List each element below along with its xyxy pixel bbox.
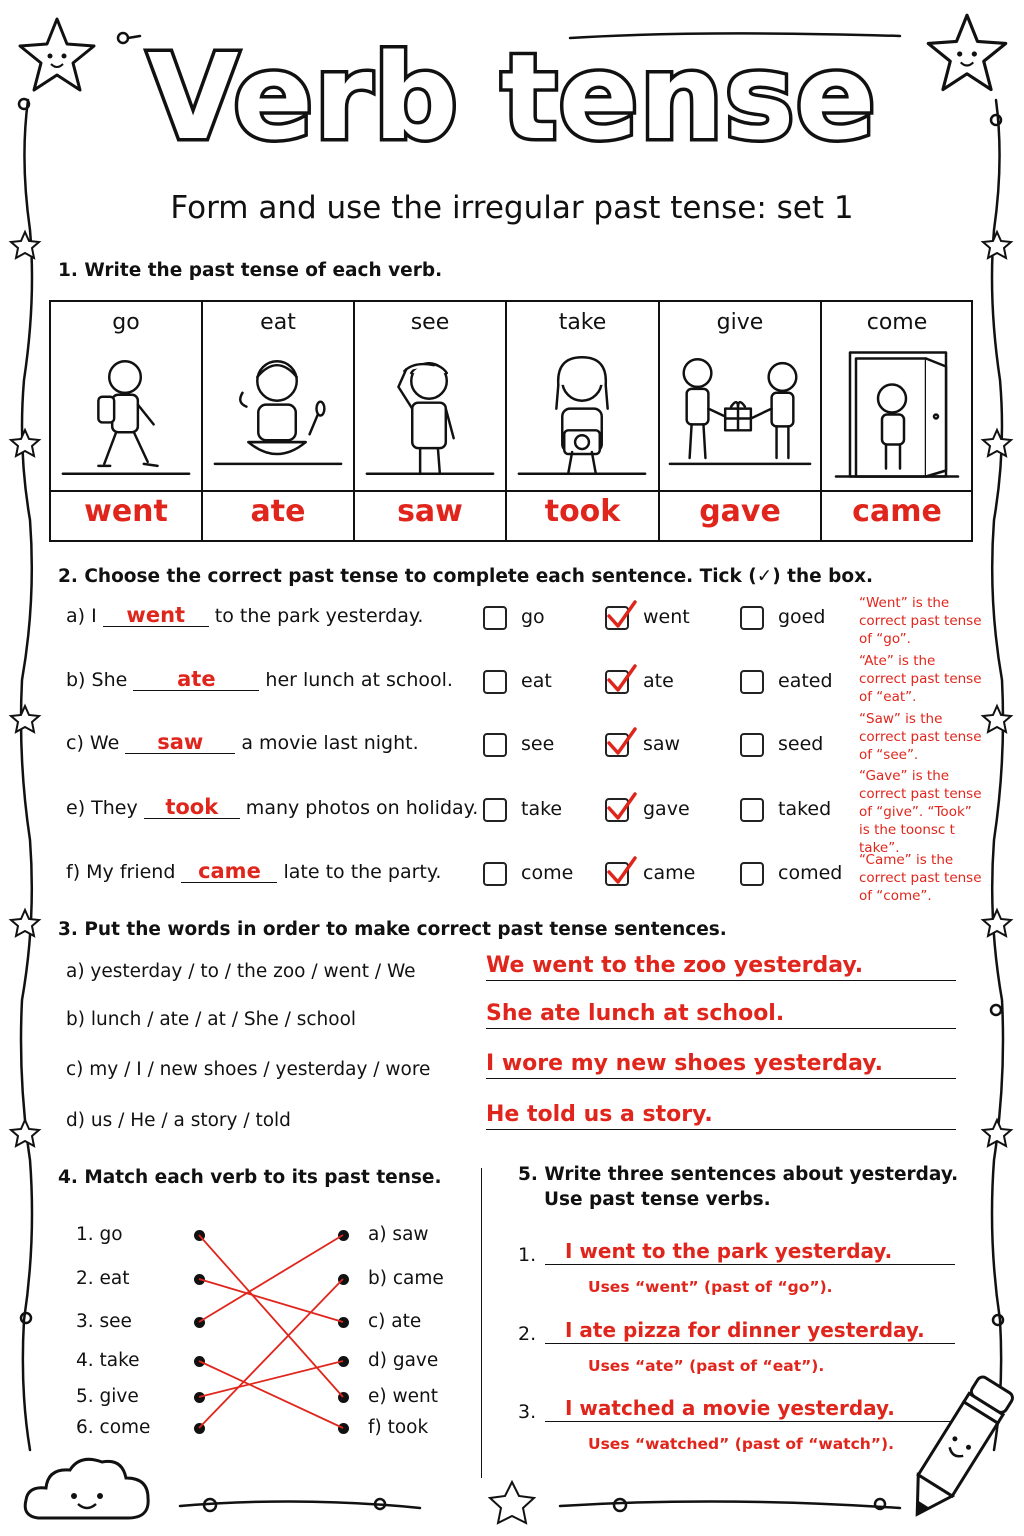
past-tense-answer[interactable]: took: [544, 494, 621, 529]
cloud-mascot-icon: [18, 1448, 158, 1528]
answer-blank[interactable]: took: [144, 796, 240, 819]
sentence-suffix: many photos on holiday.: [239, 797, 479, 819]
option-label: goed: [778, 606, 826, 628]
option-label: gave: [643, 798, 690, 820]
match-verb: 6. come: [76, 1417, 151, 1438]
pencil-mascot-icon: [896, 1364, 1020, 1534]
past-tense-answer[interactable]: went: [84, 494, 168, 529]
section4-heading: 4. Match each verb to its past tense.: [58, 1167, 442, 1188]
match-past-tense: a) saw: [368, 1224, 429, 1245]
page-title: Verb tense: [147, 28, 877, 166]
past-tense-answer[interactable]: saw: [397, 494, 463, 529]
section1-heading: 1. Write the past tense of each verb.: [58, 260, 443, 281]
option-label: take: [521, 798, 563, 820]
match-verb: 1. go: [76, 1224, 123, 1245]
match-past-tense: d) gave: [368, 1350, 439, 1371]
sentence-number: 2.: [518, 1323, 537, 1345]
ordered-sentence-answer[interactable]: She ate lunch at school.: [486, 1000, 956, 1029]
sentence-prefix: f) My friend: [66, 861, 182, 883]
answer-blank[interactable]: came: [181, 860, 277, 883]
yesterday-sentence-answer[interactable]: I ate pizza for dinner yesterday.: [545, 1317, 955, 1344]
sentence-prefix: c) We: [66, 732, 126, 754]
sentence-suffix: to the park yesterday.: [208, 605, 424, 627]
sentence-note: Uses “ate” (past of “eat”).: [588, 1357, 825, 1375]
ordered-sentence-answer[interactable]: We went to the zoo yesterday.: [486, 952, 956, 981]
explanation-note: “Came” is the correct past tense of “come”.: [859, 852, 982, 904]
answer-blank[interactable]: went: [103, 604, 209, 627]
option-label: go: [521, 606, 545, 628]
ordered-sentence-answer[interactable]: I wore my new shoes yesterday.: [486, 1050, 956, 1079]
match-past-tense: b) came: [368, 1268, 444, 1289]
section5-heading-line2: Use past tense verbs.: [544, 1189, 771, 1210]
section2-heading: 2. Choose the correct past tense to complete each sentence. Tick (✓) the box.: [58, 566, 874, 587]
past-tense-answer[interactable]: came: [852, 494, 942, 529]
match-verb: 4. take: [76, 1350, 140, 1371]
sentence-number: 1.: [518, 1244, 537, 1266]
verb-label: go: [112, 310, 140, 335]
verb-label: come: [866, 310, 928, 335]
option-label: saw: [643, 733, 681, 755]
sentence-number: 3.: [518, 1401, 537, 1423]
scrambled-words: d) us / He / a story / told: [66, 1110, 291, 1131]
match-verb: 5. give: [76, 1386, 139, 1407]
answer-blank[interactable]: saw: [125, 731, 235, 754]
yesterday-sentence-answer[interactable]: I went to the park yesterday.: [545, 1238, 955, 1265]
match-verb: 2. eat: [76, 1268, 130, 1289]
option-label: went: [643, 606, 690, 628]
sentence-suffix: her lunch at school.: [259, 669, 453, 691]
verb-label: eat: [260, 310, 296, 335]
option-label: eated: [778, 670, 833, 692]
answer-blank[interactable]: ate: [133, 668, 259, 691]
sentence-prefix: a) I: [66, 605, 103, 627]
sentence-suffix: a movie last night.: [235, 732, 419, 754]
explanation-note: “Saw” is the correct past tense of “see”.: [859, 711, 982, 763]
sentence-suffix: late to the party.: [277, 861, 442, 883]
yesterday-sentence-answer[interactable]: I watched a movie yesterday.: [545, 1395, 955, 1422]
option-label: comed: [778, 862, 843, 884]
scrambled-words: b) lunch / ate / at / She / school: [66, 1009, 357, 1030]
option-label: seed: [778, 733, 824, 755]
match-past-tense: e) went: [368, 1386, 438, 1407]
option-label: ate: [643, 670, 674, 692]
verb-label: see: [410, 310, 450, 335]
match-line: [199, 1235, 343, 1322]
option-label: came: [643, 862, 696, 884]
option-label: taked: [778, 798, 832, 820]
match-line: [199, 1361, 343, 1428]
explanation-note: “Went” is the correct past tense of “go”.: [859, 595, 982, 647]
option-label: see: [521, 733, 555, 755]
sentence-note: Uses “went” (past of “go”).: [588, 1278, 833, 1296]
verb-label: give: [716, 310, 764, 335]
match-past-tense: f) took: [368, 1417, 429, 1438]
page-subtitle: Form and use the irregular past tense: set 1: [170, 190, 854, 226]
sentence-prefix: b) She: [66, 669, 134, 691]
match-line: [199, 1361, 343, 1397]
past-tense-answer[interactable]: ate: [250, 494, 306, 529]
scrambled-words: c) my / I / new shoes / yesterday / wore: [66, 1059, 431, 1080]
scrambled-words: a) yesterday / to / the zoo / went / We: [66, 961, 416, 982]
match-past-tense: c) ate: [368, 1311, 422, 1332]
ordered-sentence-answer[interactable]: He told us a story.: [486, 1101, 956, 1130]
sentence-prefix: e) They: [66, 797, 144, 819]
match-verb: 3. see: [76, 1311, 132, 1332]
past-tense-answer[interactable]: gave: [699, 494, 781, 529]
sentence-note: Uses “watched” (past of “watch”).: [588, 1435, 894, 1453]
explanation-note: “Gave” is the correct past tense of “give”. “Took” is the toonsc t take”.: [859, 768, 982, 856]
section3-heading: 3. Put the words in order to make correct past tense sentences.: [58, 919, 727, 940]
option-label: come: [521, 862, 574, 884]
verb-label: take: [558, 310, 607, 335]
explanation-note: “Ate” is the correct past tense of “eat”.: [859, 653, 982, 705]
section5-heading-line1: 5. Write three sentences about yesterday.: [518, 1164, 959, 1185]
option-label: eat: [521, 670, 552, 692]
